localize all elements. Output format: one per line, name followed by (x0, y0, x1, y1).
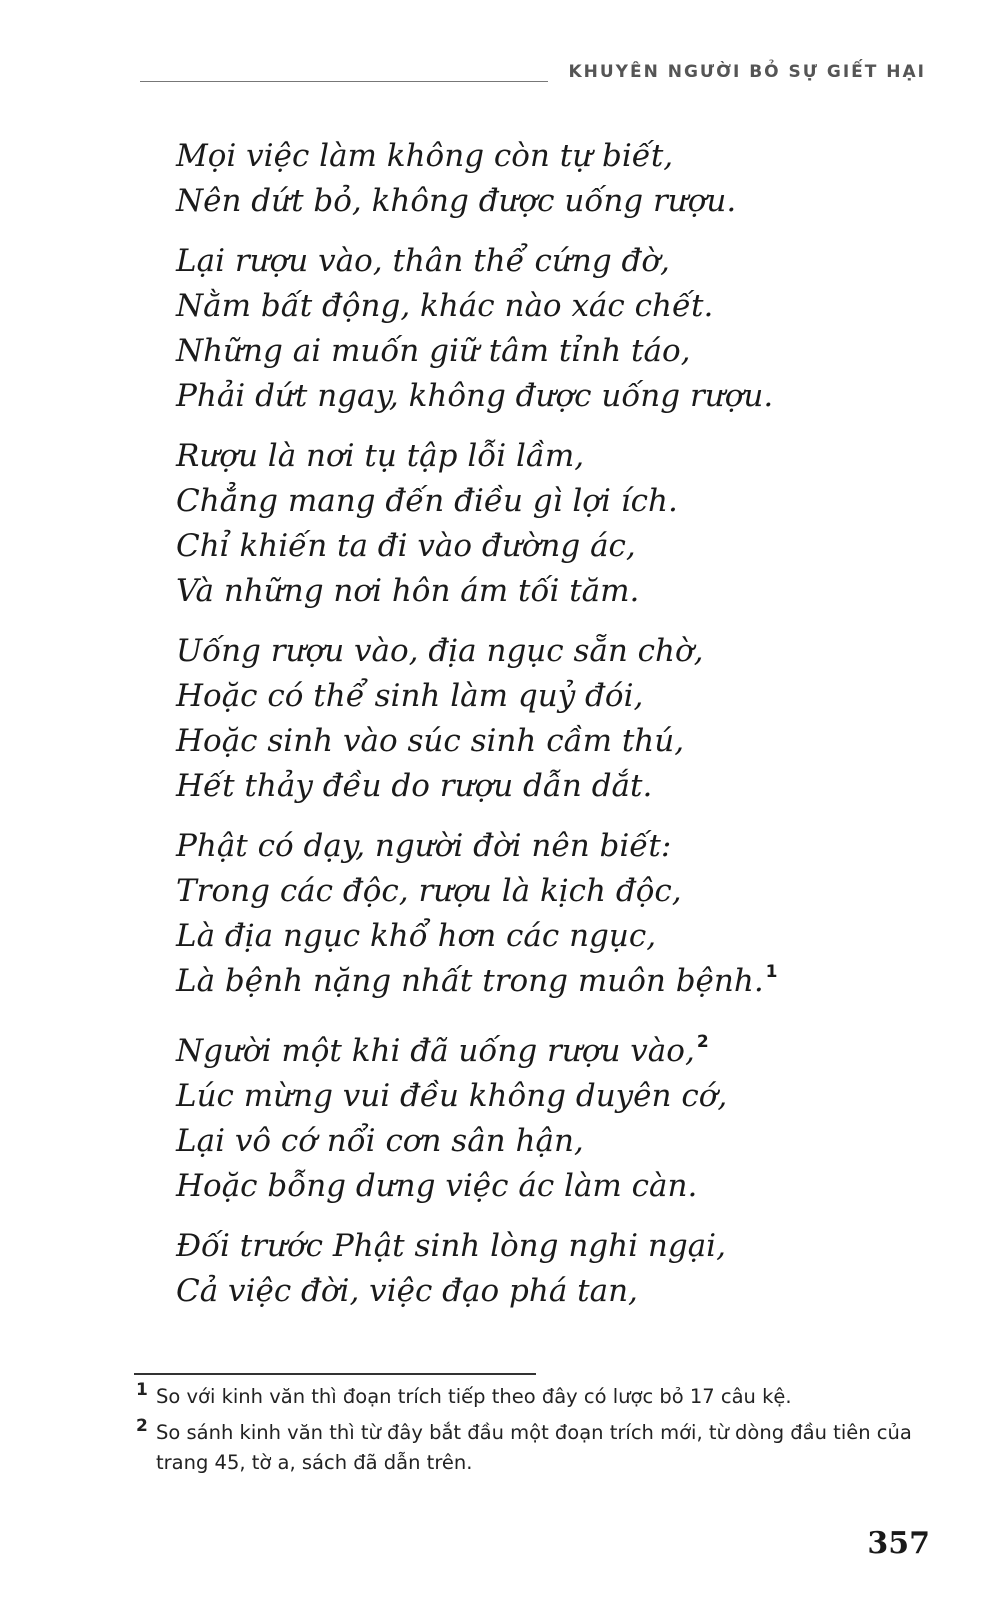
poem-line: Cả việc đời, việc đạo phá tan, (176, 1273, 638, 1309)
stanza-6 (176, 1029, 936, 1209)
stanza-4 (176, 629, 936, 809)
footnote-number: 2 (136, 1416, 148, 1436)
header-rule (140, 81, 548, 82)
poem-line: Mọi việc làm không còn tự biết, (176, 138, 674, 174)
poem-line: Chỉ khiến ta đi vào đường ác, (176, 528, 636, 564)
stanza-1 (176, 134, 936, 224)
poem-line: Trong các độc, rượu là kịch độc, (176, 873, 682, 909)
poem-line: Hoặc sinh vào súc sinh cầm thú, (176, 723, 685, 759)
poem-line: Lại rượu vào, thân thể cứng đờ, (176, 243, 670, 279)
poem-line: Là địa ngục khổ hơn các ngục, (176, 918, 657, 954)
running-title: KHUYÊN NGƯỜI BỎ SỰ GIẾT HẠI (568, 62, 926, 82)
poem-line: Chẳng mang đến điều gì lợi ích. (176, 483, 678, 519)
footnote-number: 1 (136, 1380, 148, 1400)
poem-line: Uống rượu vào, địa ngục sẵn chờ, (176, 633, 704, 669)
poem-line-with-footnote (176, 1029, 936, 1074)
page-number: 357 (867, 1526, 930, 1561)
poem-line: Nằm bất động, khác nào xác chết. (176, 288, 714, 324)
stanza-5 (176, 824, 936, 1004)
poem-line: Phật có dạy, người đời nên biết: (176, 828, 672, 864)
footnote-1 (136, 1382, 936, 1412)
footnote-ref-1[interactable]: 1 (765, 962, 778, 982)
poem-line-text: Là bệnh nặng nhất trong muôn bệnh. (176, 963, 764, 999)
poem (176, 134, 936, 1329)
poem-line: Lúc mừng vui đều không duyên cớ, (176, 1078, 728, 1114)
poem-line: Lại vô cớ nổi cơn sân hận, (176, 1123, 584, 1159)
footnote-rule (134, 1373, 536, 1375)
footnote-text: So sánh kinh văn thì từ đây bắt đầu một đoạn trích mới, từ dòng đầu tiên của trang 45, tờ a, sách đã dẫn trên. (156, 1421, 912, 1474)
poem-line: Phải dứt ngay, không được uống rượu. (176, 378, 774, 414)
poem-line: Những ai muốn giữ tâm tỉnh táo, (176, 333, 691, 369)
poem-line-text: Người một khi đã uống rượu vào, (176, 1033, 695, 1069)
poem-line: Hoặc bỗng dưng việc ác làm càn. (176, 1168, 698, 1204)
stanza-7 (176, 1224, 936, 1314)
footnotes (136, 1382, 936, 1484)
stanza-2 (176, 239, 936, 419)
stanza-3 (176, 434, 936, 614)
poem-line: Và những nơi hôn ám tối tăm. (176, 573, 640, 609)
poem-line: Hết thảy đều do rượu dẫn dắt. (176, 768, 653, 804)
poem-line: Hoặc có thể sinh làm quỷ đói, (176, 678, 644, 714)
footnote-ref-2[interactable]: 2 (696, 1032, 709, 1052)
poem-line: Đối trước Phật sinh lòng nghi ngại, (176, 1228, 726, 1264)
poem-line: Rượu là nơi tụ tập lỗi lầm, (176, 438, 585, 474)
poem-line-with-footnote (176, 959, 936, 1004)
poem-line: Nên dứt bỏ, không được uống rượu. (176, 183, 737, 219)
footnote-text: So với kinh văn thì đoạn trích tiếp theo đây có lược bỏ 17 câu kệ. (156, 1385, 792, 1408)
footnote-2 (136, 1418, 936, 1478)
